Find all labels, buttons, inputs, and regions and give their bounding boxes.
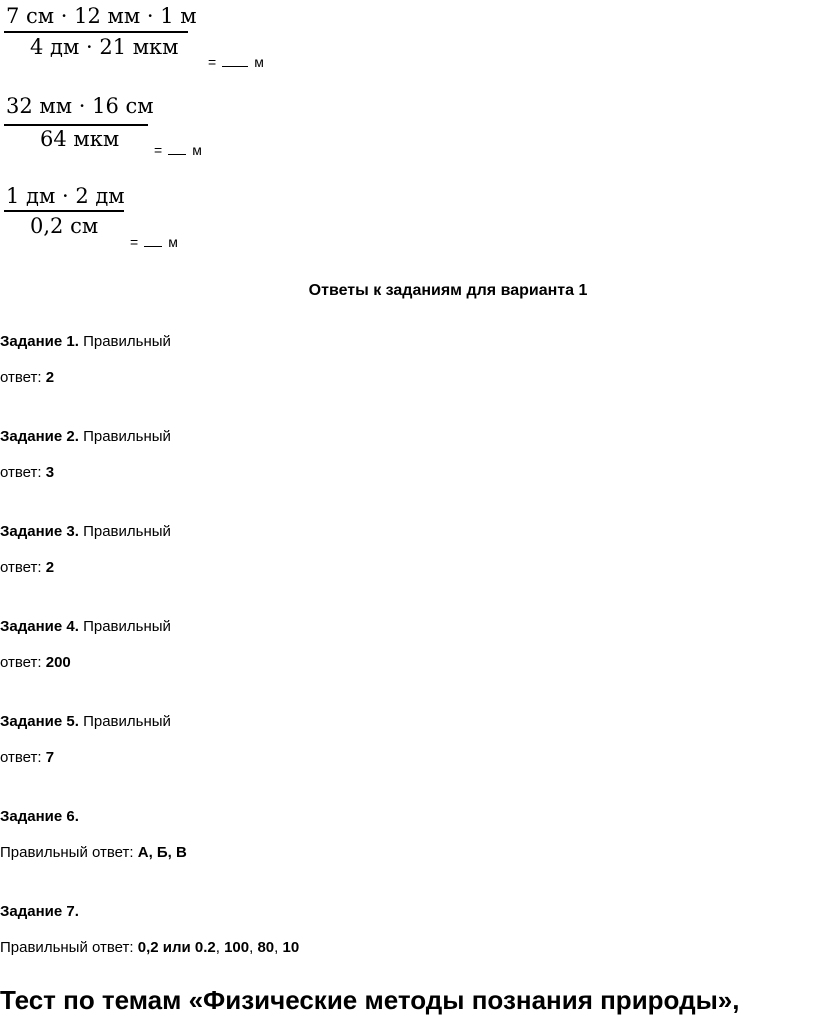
task-2-answer-line bbox=[0, 464, 54, 481]
task-7-answer-part-2: 100 bbox=[224, 939, 250, 956]
task-1-answer: 2 bbox=[45, 369, 55, 386]
task-6-answer-line bbox=[0, 844, 187, 861]
task-1-label: Правильный bbox=[83, 333, 171, 350]
fraction-2-denominator: 64 мкм bbox=[40, 127, 120, 151]
task-4-answer: 200 bbox=[45, 654, 71, 671]
task-3-title: Задание 3. bbox=[0, 523, 79, 540]
fraction-3-denominator: 0,2 см bbox=[30, 214, 99, 238]
fraction-1 bbox=[0, 0, 200, 62]
task-5-answer-line bbox=[0, 749, 54, 766]
task-2-label: Правильный bbox=[83, 428, 171, 445]
fraction-3 bbox=[0, 180, 130, 242]
task-7-separator-2: , bbox=[249, 939, 258, 956]
task-5-title-line bbox=[0, 713, 171, 730]
fraction-1-denominator: 4 дм · 21 мкм bbox=[30, 35, 179, 59]
section-title: Тест по темам «Физические методы познания природы», bbox=[0, 985, 740, 1015]
answer-blank bbox=[144, 236, 162, 247]
task-1-answer-line bbox=[0, 369, 54, 386]
task-1-answer-label: ответ: bbox=[0, 369, 42, 386]
task-4-label: Правильный bbox=[83, 618, 171, 635]
task-7-answer-label: Правильный ответ: bbox=[0, 939, 134, 956]
task-4-answer-line bbox=[0, 654, 71, 671]
unit-label: м bbox=[192, 142, 202, 158]
task-2-answer-label: ответ: bbox=[0, 464, 42, 481]
task-3-title-line bbox=[0, 523, 171, 540]
task-1-title: Задание 1. bbox=[0, 333, 79, 350]
task-2-title-line bbox=[0, 428, 171, 445]
task-3-label: Правильный bbox=[83, 523, 171, 540]
task-6-answer: А, Б, В bbox=[137, 844, 187, 861]
fraction-3-numerator: 1 дм · 2 дм bbox=[6, 184, 125, 208]
task-4-answer-label: ответ: bbox=[0, 654, 42, 671]
task-2-answer: 3 bbox=[45, 464, 55, 481]
task-7-answer-part-1: 0,2 или 0.2 bbox=[137, 939, 216, 956]
task-3-answer-label: ответ: bbox=[0, 559, 42, 576]
equals-sign: = bbox=[130, 234, 139, 250]
task-7-answer-part-4: 10 bbox=[282, 939, 300, 956]
fraction-3-bar bbox=[4, 210, 124, 212]
task-4-title-line bbox=[0, 618, 171, 635]
equals-sign: = bbox=[154, 142, 163, 158]
unit-label: м bbox=[254, 54, 264, 70]
task-5-answer: 7 bbox=[45, 749, 55, 766]
fraction-1-bar bbox=[4, 31, 188, 33]
fraction-2 bbox=[0, 90, 160, 152]
task-3-answer: 2 bbox=[45, 559, 55, 576]
task-7-title-line bbox=[0, 903, 79, 920]
fraction-3-result bbox=[130, 234, 178, 250]
fraction-2-bar bbox=[4, 124, 148, 126]
unit-label: м bbox=[168, 234, 178, 250]
task-7-answer-line bbox=[0, 939, 299, 956]
task-2-title: Задание 2. bbox=[0, 428, 79, 445]
answers-heading bbox=[0, 282, 816, 300]
fraction-1-result bbox=[208, 54, 264, 70]
fraction-2-numerator: 32 мм · 16 см bbox=[6, 94, 154, 118]
task-6-title: Задание 6. bbox=[0, 808, 79, 825]
fraction-1-numerator: 7 см · 12 мм · 1 м bbox=[6, 4, 197, 28]
task-7-separator-1: , bbox=[215, 939, 225, 956]
task-7-answer-part-3: 80 bbox=[257, 939, 275, 956]
task-1-title-line bbox=[0, 333, 171, 350]
answer-blank bbox=[222, 56, 248, 67]
task-5-answer-label: ответ: bbox=[0, 749, 42, 766]
task-5-title: Задание 5. bbox=[0, 713, 79, 730]
equals-sign: = bbox=[208, 54, 217, 70]
task-4-title: Задание 4. bbox=[0, 618, 79, 635]
task-5-label: Правильный bbox=[83, 713, 171, 730]
task-7-separator-3: , bbox=[274, 939, 283, 956]
task-6-title-line bbox=[0, 808, 79, 825]
fraction-2-result bbox=[154, 142, 202, 158]
task-7-title: Задание 7. bbox=[0, 903, 79, 920]
task-3-answer-line bbox=[0, 559, 54, 576]
answer-blank bbox=[168, 144, 186, 155]
task-6-answer-label: Правильный ответ: bbox=[0, 844, 134, 861]
answers-heading-text: Ответы к заданиям для варианта 1 bbox=[308, 282, 588, 299]
